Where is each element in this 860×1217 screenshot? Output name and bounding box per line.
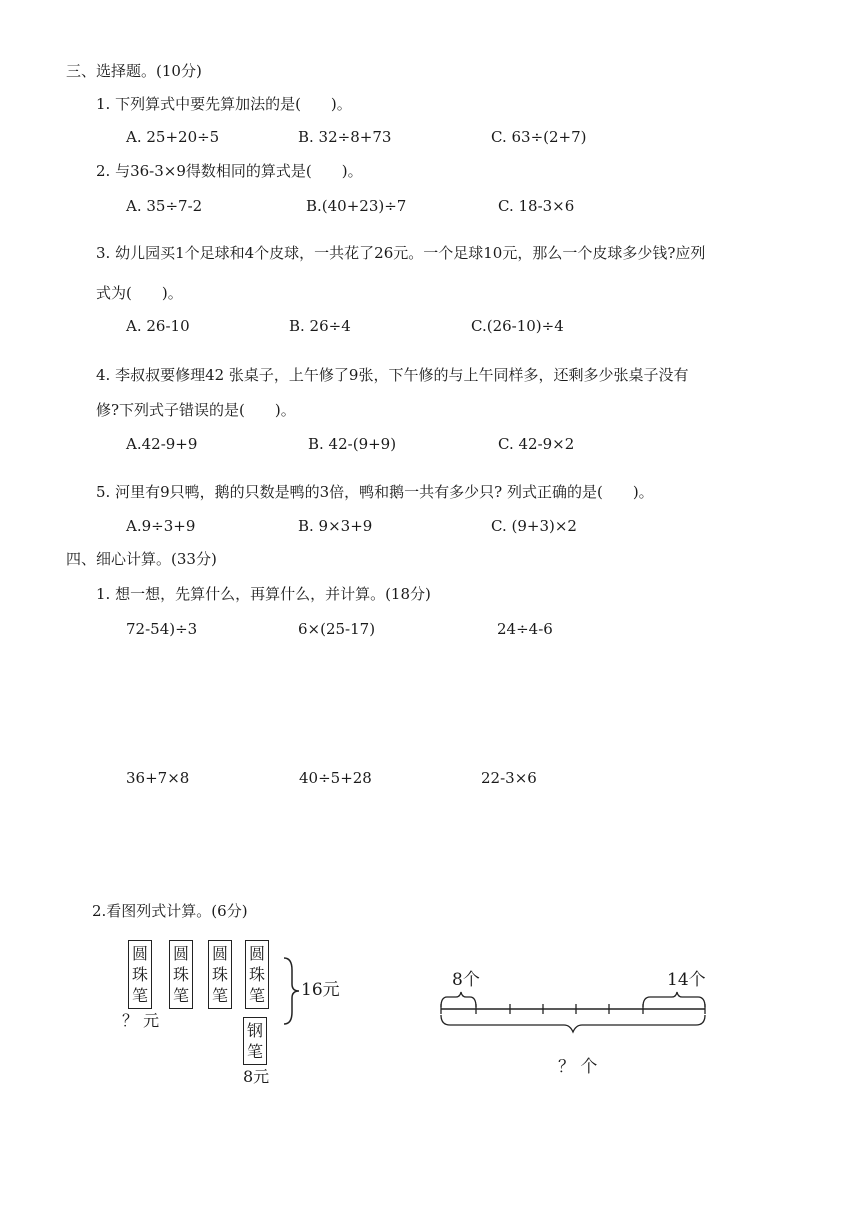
unknown-price-label: ？ 元	[122, 1011, 160, 1030]
question-3-stem-line2: 式为( )。	[96, 284, 183, 302]
section-4-title: 四、细心计算。(33分)	[66, 550, 217, 568]
left-segment-label: 8个	[452, 970, 480, 990]
total-brace	[282, 956, 302, 1026]
q5-option-b: B. 9×3+9	[298, 517, 373, 535]
ballpoint-pen-box: 圆 珠 笔	[169, 940, 193, 1009]
total-price-label: 16元	[301, 980, 340, 1000]
calc-question-stem: 1. 想一想，先算什么，再算什么，并计算。(18分)	[96, 585, 431, 603]
question-1-stem: 1. 下列算式中要先算加法的是( )。	[96, 95, 352, 113]
q2-option-c: C. 18-3×6	[498, 197, 575, 215]
calc-expression: 22-3×6	[481, 769, 537, 787]
q1-option-a: A. 25+20÷5	[126, 128, 220, 146]
q4-option-c: C. 42-9×2	[498, 435, 575, 453]
question-5-stem: 5. 河里有9只鸭，鹅的只数是鸭的3倍，鸭和鹅一共有多少只? 列式正确的是( )。	[96, 483, 654, 501]
section-3-title: 三、选择题。(10分)	[66, 62, 202, 80]
question-4-stem-line1: 4. 李叔叔要修理42 张桌子，上午修了9张，下午修的与上午同样多，还剩多少张桌子没有	[96, 366, 689, 384]
total-unknown-label: ？ 个	[558, 1057, 598, 1077]
ballpoint-pen-box: 圆 珠 笔	[245, 940, 269, 1009]
question-3-stem-line1: 3. 幼儿园买1个足球和4个皮球，一共花了26元。一个足球10元，那么一个皮球多少钱?应列	[96, 244, 706, 262]
q4-option-a: A.42-9+9	[126, 435, 198, 453]
q3-option-b: B. 26÷4	[289, 317, 351, 335]
right-segment-label: 14个	[667, 970, 706, 990]
q5-option-c: C. (9+3)×2	[491, 517, 577, 535]
calc-expression: 36+7×8	[126, 769, 190, 787]
question-4-stem-line2: 修?下列式子错误的是( )。	[96, 401, 296, 419]
ballpoint-pen-box: 圆 珠 笔	[208, 940, 232, 1009]
q4-option-b: B. 42-(9+9)	[308, 435, 397, 453]
fountain-pen-box: 钢 笔	[243, 1017, 267, 1065]
calc-expression: 6×(25-17)	[298, 620, 376, 638]
calc-expression: 24÷4-6	[497, 620, 553, 638]
fountain-price-label: 8元	[243, 1067, 270, 1086]
q5-option-a: A.9÷3+9	[126, 517, 196, 535]
q3-option-c: C.(26-10)÷4	[471, 317, 564, 335]
q3-option-a: A. 26-10	[126, 317, 190, 335]
calc-expression: 40÷5+28	[299, 769, 372, 787]
q2-option-a: A. 35÷7-2	[126, 197, 203, 215]
q2-option-b: B.(40+23)÷7	[306, 197, 407, 215]
q1-option-b: B. 32÷8+73	[298, 128, 392, 146]
ballpoint-pen-box: 圆 珠 笔	[128, 940, 152, 1009]
q1-option-c: C. 63÷(2+7)	[491, 128, 587, 146]
figure-question-stem: 2.看图列式计算。(6分)	[92, 902, 248, 920]
calc-expression: 72-54)÷3	[126, 620, 198, 638]
segment-diagram	[432, 985, 722, 1045]
question-2-stem: 2. 与36-3×9得数相同的算式是( )。	[96, 162, 363, 180]
